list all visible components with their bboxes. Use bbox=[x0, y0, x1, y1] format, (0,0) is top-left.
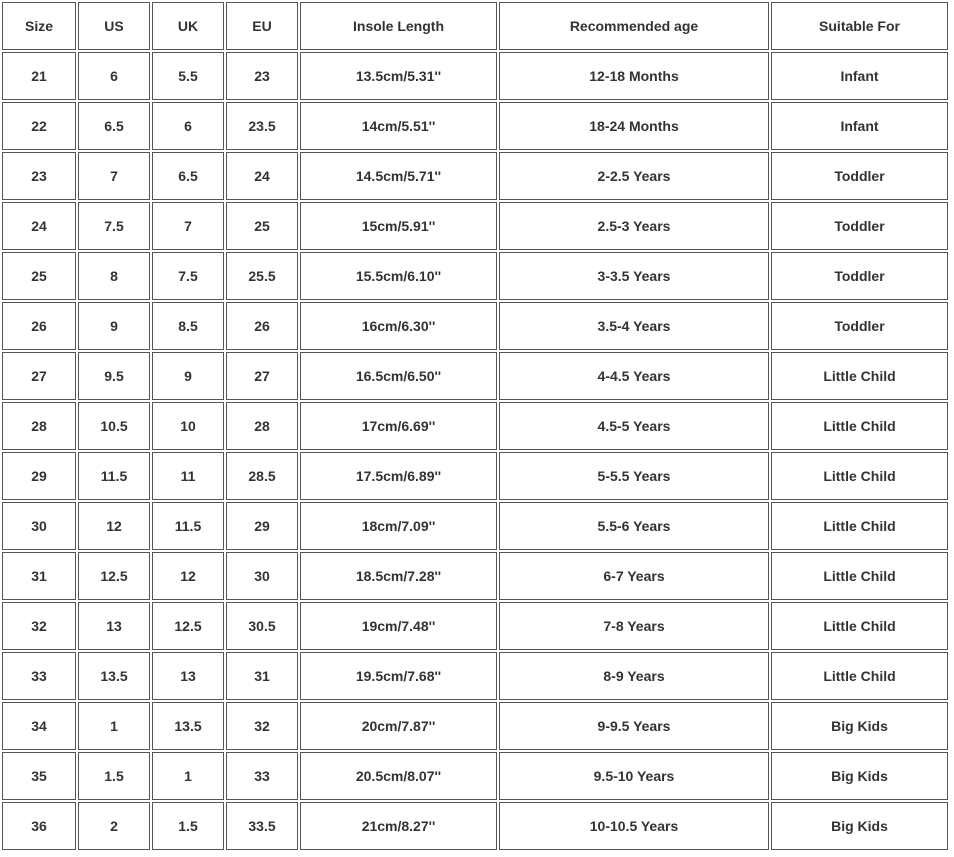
cell-insole-length: 17.5cm/6.89'' bbox=[300, 452, 497, 500]
cell-uk: 1.5 bbox=[152, 802, 224, 850]
cell-recommended-age: 4.5-5 Years bbox=[499, 402, 769, 450]
cell-insole-length: 18.5cm/7.28'' bbox=[300, 552, 497, 600]
cell-size: 29 bbox=[2, 452, 76, 500]
table-row bbox=[2, 52, 948, 100]
cell-suitable-for: Little Child bbox=[771, 402, 948, 450]
cell-suitable-for: Toddler bbox=[771, 252, 948, 300]
cell-insole-length: 14.5cm/5.71'' bbox=[300, 152, 497, 200]
cell-recommended-age: 7-8 Years bbox=[499, 602, 769, 650]
cell-us: 10.5 bbox=[78, 402, 150, 450]
cell-suitable-for: Big Kids bbox=[771, 752, 948, 800]
cell-recommended-age: 8-9 Years bbox=[499, 652, 769, 700]
cell-size: 24 bbox=[2, 202, 76, 250]
cell-insole-length: 16cm/6.30'' bbox=[300, 302, 497, 350]
cell-size: 36 bbox=[2, 802, 76, 850]
cell-size: 31 bbox=[2, 552, 76, 600]
cell-eu: 32 bbox=[226, 702, 298, 750]
cell-eu: 23 bbox=[226, 52, 298, 100]
table-row bbox=[2, 652, 948, 700]
cell-insole-length: 18cm/7.09'' bbox=[300, 502, 497, 550]
cell-eu: 33.5 bbox=[226, 802, 298, 850]
table-row bbox=[2, 402, 948, 450]
cell-us: 6 bbox=[78, 52, 150, 100]
cell-insole-length: 14cm/5.51'' bbox=[300, 102, 497, 150]
cell-recommended-age: 6-7 Years bbox=[499, 552, 769, 600]
cell-uk: 11.5 bbox=[152, 502, 224, 550]
cell-size: 27 bbox=[2, 352, 76, 400]
cell-insole-length: 15cm/5.91'' bbox=[300, 202, 497, 250]
cell-suitable-for: Little Child bbox=[771, 352, 948, 400]
table-row bbox=[2, 702, 948, 750]
cell-size: 23 bbox=[2, 152, 76, 200]
cell-eu: 31 bbox=[226, 652, 298, 700]
cell-uk: 6.5 bbox=[152, 152, 224, 200]
cell-eu: 28.5 bbox=[226, 452, 298, 500]
cell-recommended-age: 18-24 Months bbox=[499, 102, 769, 150]
cell-uk: 11 bbox=[152, 452, 224, 500]
cell-uk: 1 bbox=[152, 752, 224, 800]
cell-uk: 13 bbox=[152, 652, 224, 700]
cell-uk: 12.5 bbox=[152, 602, 224, 650]
cell-suitable-for: Little Child bbox=[771, 452, 948, 500]
cell-us: 1.5 bbox=[78, 752, 150, 800]
header-suitable-for: Suitable For bbox=[771, 2, 948, 50]
cell-suitable-for: Little Child bbox=[771, 552, 948, 600]
table-row bbox=[2, 352, 948, 400]
cell-insole-length: 20.5cm/8.07'' bbox=[300, 752, 497, 800]
cell-suitable-for: Little Child bbox=[771, 652, 948, 700]
cell-size: 26 bbox=[2, 302, 76, 350]
cell-recommended-age: 3-3.5 Years bbox=[499, 252, 769, 300]
cell-us: 13 bbox=[78, 602, 150, 650]
cell-eu: 33 bbox=[226, 752, 298, 800]
cell-eu: 27 bbox=[226, 352, 298, 400]
cell-recommended-age: 5.5-6 Years bbox=[499, 502, 769, 550]
cell-us: 9 bbox=[78, 302, 150, 350]
header-insole-length: Insole Length bbox=[300, 2, 497, 50]
cell-insole-length: 13.5cm/5.31'' bbox=[300, 52, 497, 100]
cell-recommended-age: 12-18 Months bbox=[499, 52, 769, 100]
cell-size: 33 bbox=[2, 652, 76, 700]
cell-uk: 8.5 bbox=[152, 302, 224, 350]
header-eu: EU bbox=[226, 2, 298, 50]
cell-us: 11.5 bbox=[78, 452, 150, 500]
table-row bbox=[2, 552, 948, 600]
cell-eu: 25 bbox=[226, 202, 298, 250]
cell-uk: 13.5 bbox=[152, 702, 224, 750]
cell-eu: 24 bbox=[226, 152, 298, 200]
cell-size: 21 bbox=[2, 52, 76, 100]
cell-uk: 7.5 bbox=[152, 252, 224, 300]
cell-eu: 26 bbox=[226, 302, 298, 350]
cell-suitable-for: Infant bbox=[771, 52, 948, 100]
cell-eu: 29 bbox=[226, 502, 298, 550]
table-row bbox=[2, 802, 948, 850]
cell-us: 7 bbox=[78, 152, 150, 200]
cell-uk: 7 bbox=[152, 202, 224, 250]
cell-eu: 30.5 bbox=[226, 602, 298, 650]
table-row bbox=[2, 502, 948, 550]
cell-insole-length: 17cm/6.69'' bbox=[300, 402, 497, 450]
cell-us: 13.5 bbox=[78, 652, 150, 700]
cell-eu: 25.5 bbox=[226, 252, 298, 300]
cell-size: 34 bbox=[2, 702, 76, 750]
table-row bbox=[2, 102, 948, 150]
cell-suitable-for: Little Child bbox=[771, 502, 948, 550]
cell-insole-length: 20cm/7.87'' bbox=[300, 702, 497, 750]
cell-recommended-age: 5-5.5 Years bbox=[499, 452, 769, 500]
cell-size: 25 bbox=[2, 252, 76, 300]
table-row bbox=[2, 202, 948, 250]
size-chart bbox=[2, 2, 952, 854]
table-row bbox=[2, 752, 948, 800]
cell-recommended-age: 10-10.5 Years bbox=[499, 802, 769, 850]
header-us: US bbox=[78, 2, 150, 50]
cell-uk: 6 bbox=[152, 102, 224, 150]
cell-size: 35 bbox=[2, 752, 76, 800]
cell-insole-length: 19cm/7.48'' bbox=[300, 602, 497, 650]
cell-eu: 28 bbox=[226, 402, 298, 450]
cell-uk: 12 bbox=[152, 552, 224, 600]
header-recommended-age: Recommended age bbox=[499, 2, 769, 50]
table-row bbox=[2, 452, 948, 500]
cell-insole-length: 19.5cm/7.68'' bbox=[300, 652, 497, 700]
table-row bbox=[2, 252, 948, 300]
cell-us: 2 bbox=[78, 802, 150, 850]
cell-size: 30 bbox=[2, 502, 76, 550]
cell-suitable-for: Toddler bbox=[771, 302, 948, 350]
cell-recommended-age: 2-2.5 Years bbox=[499, 152, 769, 200]
cell-uk: 5.5 bbox=[152, 52, 224, 100]
cell-size: 22 bbox=[2, 102, 76, 150]
cell-recommended-age: 9-9.5 Years bbox=[499, 702, 769, 750]
cell-us: 1 bbox=[78, 702, 150, 750]
cell-recommended-age: 9.5-10 Years bbox=[499, 752, 769, 800]
cell-us: 12 bbox=[78, 502, 150, 550]
cell-eu: 23.5 bbox=[226, 102, 298, 150]
cell-us: 8 bbox=[78, 252, 150, 300]
table-row bbox=[2, 152, 948, 200]
cell-eu: 30 bbox=[226, 552, 298, 600]
cell-uk: 10 bbox=[152, 402, 224, 450]
cell-recommended-age: 4-4.5 Years bbox=[499, 352, 769, 400]
header-size: Size bbox=[2, 2, 76, 50]
header-row bbox=[2, 2, 948, 50]
cell-suitable-for: Toddler bbox=[771, 202, 948, 250]
cell-insole-length: 21cm/8.27'' bbox=[300, 802, 497, 850]
table-row bbox=[2, 602, 948, 650]
cell-us: 6.5 bbox=[78, 102, 150, 150]
header-uk: UK bbox=[152, 2, 224, 50]
cell-size: 28 bbox=[2, 402, 76, 450]
cell-insole-length: 16.5cm/6.50'' bbox=[300, 352, 497, 400]
cell-us: 12.5 bbox=[78, 552, 150, 600]
table-row bbox=[2, 302, 948, 350]
cell-suitable-for: Little Child bbox=[771, 602, 948, 650]
cell-suitable-for: Big Kids bbox=[771, 702, 948, 750]
cell-insole-length: 15.5cm/6.10'' bbox=[300, 252, 497, 300]
cell-suitable-for: Toddler bbox=[771, 152, 948, 200]
cell-uk: 9 bbox=[152, 352, 224, 400]
cell-us: 7.5 bbox=[78, 202, 150, 250]
cell-suitable-for: Infant bbox=[771, 102, 948, 150]
cell-us: 9.5 bbox=[78, 352, 150, 400]
cell-recommended-age: 2.5-3 Years bbox=[499, 202, 769, 250]
cell-size: 32 bbox=[2, 602, 76, 650]
cell-suitable-for: Big Kids bbox=[771, 802, 948, 850]
cell-recommended-age: 3.5-4 Years bbox=[499, 302, 769, 350]
